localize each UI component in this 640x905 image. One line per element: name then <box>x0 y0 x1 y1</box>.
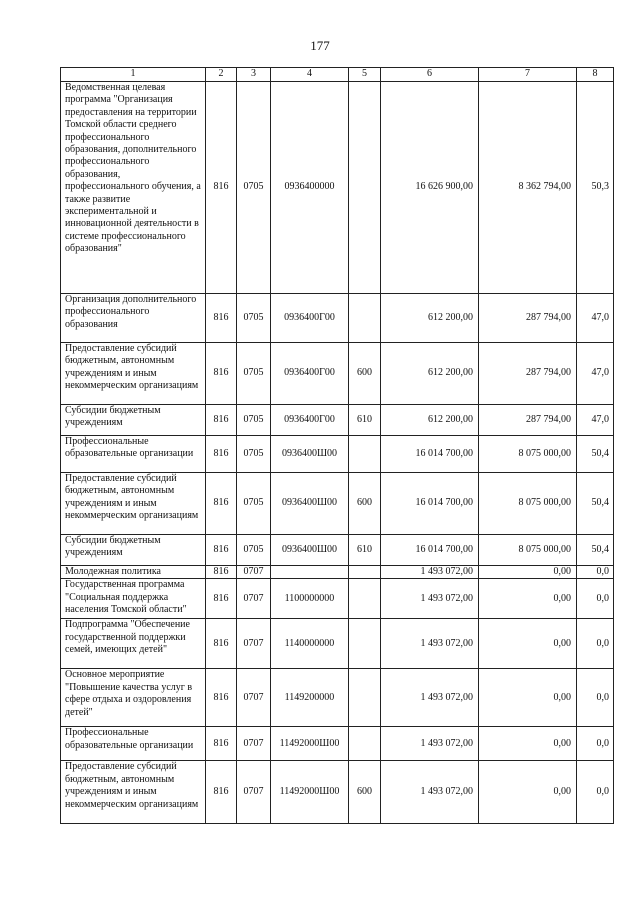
cell-plan-amount: 16 626 900,00 <box>381 82 479 294</box>
cell-actual-amount: 0,00 <box>479 761 577 824</box>
cell-section-code: 0705 <box>237 473 271 535</box>
cell-section-code: 0705 <box>237 436 271 473</box>
cell-actual-amount: 8 075 000,00 <box>479 473 577 535</box>
cell-expense-type <box>349 566 381 579</box>
cell-plan-amount: 612 200,00 <box>381 343 479 405</box>
cell-actual-amount: 0,00 <box>479 579 577 619</box>
cell-percent: 0,0 <box>577 761 614 824</box>
table-row <box>61 669 614 727</box>
table-row <box>61 619 614 669</box>
cell-percent: 50,4 <box>577 473 614 535</box>
table-row <box>61 727 614 761</box>
cell-admin-code: 816 <box>206 294 237 343</box>
cell-section-code: 0707 <box>237 669 271 727</box>
row-name: Субсидии бюджетным учреждениям <box>61 405 206 436</box>
cell-percent: 50,4 <box>577 436 614 473</box>
cell-plan-amount: 1 493 072,00 <box>381 579 479 619</box>
header-cell: 2 <box>206 68 237 82</box>
cell-expense-type: 600 <box>349 761 381 824</box>
cell-target-code: 0936400Г00 <box>271 294 349 343</box>
cell-percent: 50,3 <box>577 82 614 294</box>
cell-actual-amount: 0,00 <box>479 727 577 761</box>
cell-admin-code: 816 <box>206 82 237 294</box>
row-name: Профессиональные образовательные организации <box>61 436 206 473</box>
cell-section-code: 0705 <box>237 82 271 294</box>
row-name: Организация дополнительного профессионального образования <box>61 294 206 343</box>
cell-section-code: 0707 <box>237 761 271 824</box>
cell-actual-amount: 0,00 <box>479 619 577 669</box>
cell-target-code <box>271 566 349 579</box>
row-name: Предоставление субсидий бюджетным, автономным учреждениям и иным некоммерческим организациям <box>61 343 206 405</box>
row-name: Государственная программа "Социальная поддержка населения Томской области" <box>61 579 206 619</box>
cell-expense-type: 600 <box>349 473 381 535</box>
cell-actual-amount: 8 075 000,00 <box>479 436 577 473</box>
cell-actual-amount: 287 794,00 <box>479 405 577 436</box>
cell-admin-code: 816 <box>206 473 237 535</box>
cell-plan-amount: 612 200,00 <box>381 294 479 343</box>
cell-percent: 0,0 <box>577 727 614 761</box>
table-row <box>61 566 614 579</box>
row-name: Профессиональные образовательные организации <box>61 727 206 761</box>
cell-percent: 0,0 <box>577 566 614 579</box>
cell-actual-amount: 287 794,00 <box>479 294 577 343</box>
table-row <box>61 436 614 473</box>
cell-target-code: 0936400Ш00 <box>271 535 349 566</box>
cell-percent: 0,0 <box>577 669 614 727</box>
cell-plan-amount: 1 493 072,00 <box>381 761 479 824</box>
header-cell: 1 <box>61 68 206 82</box>
cell-plan-amount: 1 493 072,00 <box>381 727 479 761</box>
cell-target-code: 11492000Ш00 <box>271 727 349 761</box>
row-name: Предоставление субсидий бюджетным, автономным учреждениям и иным некоммерческим организациям <box>61 473 206 535</box>
cell-admin-code: 816 <box>206 566 237 579</box>
cell-expense-type <box>349 669 381 727</box>
header-cell: 3 <box>237 68 271 82</box>
cell-target-code: 1100000000 <box>271 579 349 619</box>
cell-plan-amount: 1 493 072,00 <box>381 669 479 727</box>
cell-expense-type <box>349 727 381 761</box>
header-cell: 7 <box>479 68 577 82</box>
row-name: Молодежная политика <box>61 566 206 579</box>
header-cell: 6 <box>381 68 479 82</box>
table-row <box>61 473 614 535</box>
cell-section-code: 0705 <box>237 294 271 343</box>
cell-actual-amount: 287 794,00 <box>479 343 577 405</box>
cell-target-code: 0936400Г00 <box>271 343 349 405</box>
cell-admin-code: 816 <box>206 761 237 824</box>
cell-expense-type <box>349 436 381 473</box>
cell-percent: 47,0 <box>577 343 614 405</box>
page-number: 177 <box>310 38 330 53</box>
header-cell: 5 <box>349 68 381 82</box>
row-name: Субсидии бюджетным учреждениям <box>61 535 206 566</box>
cell-admin-code: 816 <box>206 343 237 405</box>
cell-expense-type: 600 <box>349 343 381 405</box>
cell-percent: 47,0 <box>577 405 614 436</box>
cell-expense-type <box>349 294 381 343</box>
table-row <box>61 761 614 824</box>
cell-admin-code: 816 <box>206 669 237 727</box>
table-row <box>61 405 614 436</box>
cell-percent: 0,0 <box>577 619 614 669</box>
cell-expense-type <box>349 82 381 294</box>
cell-actual-amount: 0,00 <box>479 669 577 727</box>
row-name: Подпрограмма "Обеспечение государственной поддержки семей, имеющих детей" <box>61 619 206 669</box>
cell-admin-code: 816 <box>206 619 237 669</box>
cell-plan-amount: 16 014 700,00 <box>381 535 479 566</box>
cell-plan-amount: 1 493 072,00 <box>381 619 479 669</box>
table-row <box>61 82 614 294</box>
header-cell: 8 <box>577 68 614 82</box>
table-row <box>61 294 614 343</box>
cell-actual-amount: 8 075 000,00 <box>479 535 577 566</box>
budget-table <box>60 67 614 824</box>
cell-section-code: 0707 <box>237 566 271 579</box>
table-row <box>61 343 614 405</box>
cell-actual-amount: 0,00 <box>479 566 577 579</box>
cell-section-code: 0705 <box>237 405 271 436</box>
cell-admin-code: 816 <box>206 535 237 566</box>
cell-section-code: 0705 <box>237 535 271 566</box>
cell-target-code: 0936400Г00 <box>271 405 349 436</box>
cell-target-code: 0936400000 <box>271 82 349 294</box>
cell-expense-type <box>349 579 381 619</box>
cell-plan-amount: 1 493 072,00 <box>381 566 479 579</box>
cell-target-code: 0936400Ш00 <box>271 473 349 535</box>
cell-percent: 50,4 <box>577 535 614 566</box>
cell-plan-amount: 612 200,00 <box>381 405 479 436</box>
cell-target-code: 0936400Ш00 <box>271 436 349 473</box>
header-cell: 4 <box>271 68 349 82</box>
cell-section-code: 0707 <box>237 619 271 669</box>
cell-expense-type: 610 <box>349 405 381 436</box>
row-name: Ведомственная целевая программа "Организация предоставления на территории Томской области среднего профессионального образования, дополнительного профессионального образования, профессионального обучения, а также развитие экспериментальной и инновационной деятельности в системе профессионального образования" <box>61 82 206 294</box>
cell-actual-amount: 8 362 794,00 <box>479 82 577 294</box>
cell-target-code: 1149200000 <box>271 669 349 727</box>
cell-section-code: 0707 <box>237 727 271 761</box>
cell-plan-amount: 16 014 700,00 <box>381 473 479 535</box>
cell-percent: 0,0 <box>577 579 614 619</box>
cell-expense-type: 610 <box>349 535 381 566</box>
header-row <box>61 68 614 82</box>
row-name: Основное мероприятие "Повышение качества услуг в сфере отдыха и оздоровления детей" <box>61 669 206 727</box>
cell-plan-amount: 16 014 700,00 <box>381 436 479 473</box>
cell-target-code: 11492000Ш00 <box>271 761 349 824</box>
cell-section-code: 0707 <box>237 579 271 619</box>
cell-admin-code: 816 <box>206 436 237 473</box>
cell-percent: 47,0 <box>577 294 614 343</box>
cell-admin-code: 816 <box>206 727 237 761</box>
cell-admin-code: 816 <box>206 405 237 436</box>
table-row <box>61 579 614 619</box>
cell-admin-code: 816 <box>206 579 237 619</box>
cell-expense-type <box>349 619 381 669</box>
table-row <box>61 535 614 566</box>
row-name: Предоставление субсидий бюджетным, автономным учреждениям и иным некоммерческим организациям <box>61 761 206 824</box>
cell-target-code: 1140000000 <box>271 619 349 669</box>
cell-section-code: 0705 <box>237 343 271 405</box>
